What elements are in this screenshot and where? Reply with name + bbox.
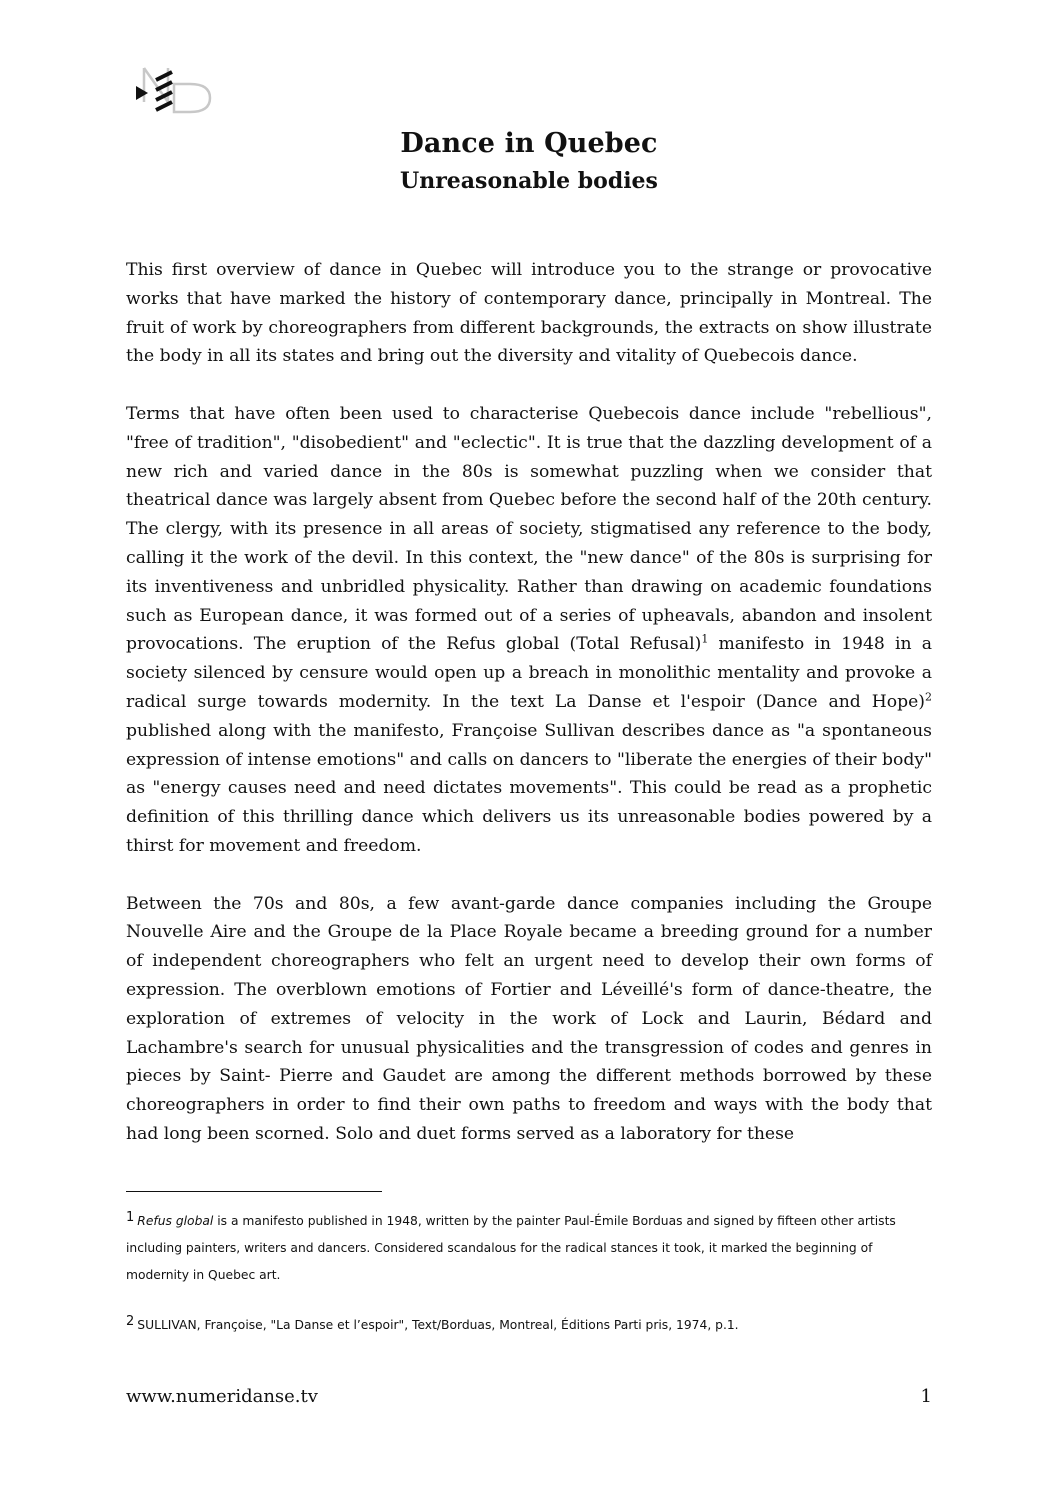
paragraph-2 [126,400,932,861]
paragraph-2-part-3: published along with the manifesto, Françoise Sullivan describes dance as "a spontaneous expression of intense emotions" and calls on dancers to "liberate the energies of their body" as "energy causes need and need dictates movements". This could be read as a prophetic definition of this thrilling dance which delivers us its unreasonable bodies powered by a thirst for movement and freedom. [126,720,932,856]
footnote-ref-2[interactable]: 2 [925,690,932,704]
footnote-number: 2 [126,1314,135,1329]
page-number: 1 [920,1386,932,1407]
footnote-number: 1 [126,1210,135,1225]
footnote-text: is a manifesto published in 1948, written by the painter Paul-Émile Borduas and signed by fifteen other artists including painters, writers and dancers. Considered scandalous for the radical stances it took, it marked the beginning of modernity in Quebec art. [126,1214,896,1282]
footnote-ref-1[interactable]: 1 [701,632,709,646]
paragraph-3: Between the 70s and 80s, a few avant-garde dance companies including the Groupe Nouvelle Aire and the Groupe de la Place Royale became a breeding ground for a number of independent choreographers who felt an urgent need to develop their own forms of expression. The overblown emotions of Fortier and Léveillé's form of dance-theatre, the exploration of extremes of velocity in the work of Lock and Laurin, Bédard and Lachambre's search for unusual physicalities and the transgression of codes and genres in pieces by Saint- Pierre and Gaudet are among the different methods borrowed by these choreographers in order to find their own paths to freedom and ways with the body that had long been scorned. Solo and duet forms served as a laboratory for these [126,893,932,1144]
numeridanse-logo-icon [134,64,214,116]
body-text [126,256,932,1149]
paragraph-1: This first overview of dance in Quebec will introduce you to the strange or provocative works that have marked the history of contemporary dance, principally in Montreal. The fruit of work by choreographers from different backgrounds, the extracts on show illustrate the body in all its states and bring out the diversity and vitality of Quebecois dance. [126,260,932,367]
footnote-2 [126,1308,932,1339]
footnotes [126,1204,932,1339]
document-title: Dance in Quebec [400,128,658,159]
paragraph-2-part-2: manifesto in 1948 in a society silenced by censure would open up a breach in monolithic mentality and provoke a radical surge towards modernity. In the text La Danse et l'espoir (Dance and Hope) [126,634,932,712]
footnote-text: SULLIVAN, Françoise, "La Danse et l’espoir", Text/Borduas, Montreal, Éditions Parti pris, 1974, p.1. [137,1318,739,1332]
footer-url[interactable]: www.numeridanse.tv [126,1386,318,1407]
footnote-italic-term: Refus global [137,1214,214,1228]
footnote-divider [126,1191,382,1192]
paragraph-2-part-1: Terms that have often been used to characterise Quebecois dance include "rebellious", "free of tradition", "disobedient" and "eclectic". It is true that the dazzling development of a new rich and varied dance in the 80s is somewhat puzzling when we consider that theatrical dance was largely absent from Quebec before the second half of the 20th century. The clergy, with its presence in all areas of society, stigmatised any reference to the body, calling it the work of the devil. In this context, the "new dance" of the 80s is surprising for its inventiveness and unbridled physicality. Rather than drawing on academic foundations such as European dance, it was formed out of a series of upheavals, abandon and insolent provocations. The eruption of the Refus global (Total Refusal) [126,403,932,655]
document-subtitle: Unreasonable bodies [400,168,658,194]
footnote-1 [126,1204,932,1289]
